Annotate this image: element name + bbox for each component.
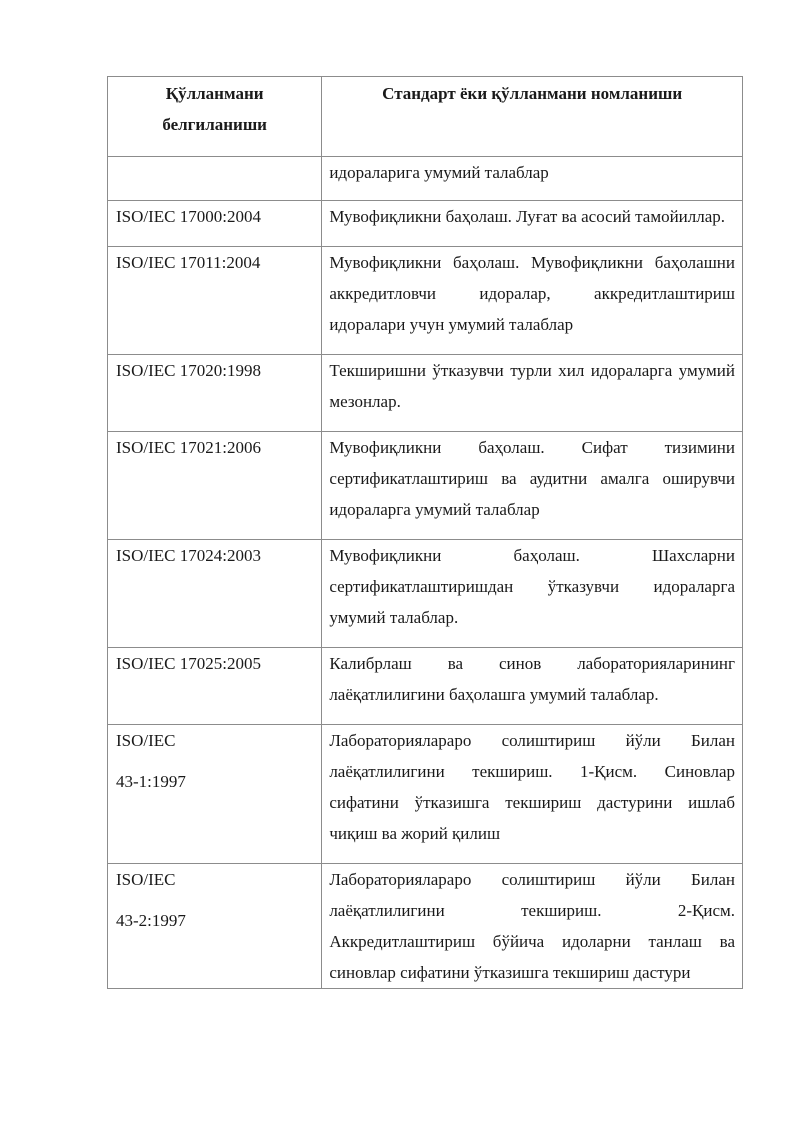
row-name: Мувофиқликни баҳолаш. Мувофиқликни баҳолашни аккредитловчи идоралар, аккредитлаштириш идоралари учун умумий талаблар: [322, 247, 743, 355]
row-code: ISO/IEC 17025:2005: [108, 648, 322, 725]
row-name: Калибрлаш ва синов лабораторияларининг лаёқатлилигини баҳолашга умумий талаблар.: [322, 648, 743, 725]
table-row: [108, 247, 743, 355]
table-row: [108, 355, 743, 432]
row-code-part: ISO/IEC: [116, 731, 176, 750]
table-row: [108, 864, 743, 989]
row-name: идораларига умумий талаблар: [322, 157, 743, 201]
table-row: [108, 725, 743, 864]
row-code-part: ISO/IEC: [116, 870, 176, 889]
row-code: ISO/IEC 17020:1998: [108, 355, 322, 432]
row-name: Лабораториялараро солиштириш йўли Билан лаёқатлилигини текшириш. 2-Қисм. Аккредитлаштириш бўйича идоларни танлаш ва синовлар сифатини ўтказишга текшириш дастури: [322, 864, 743, 989]
row-name: Текширишни ўтказувчи турли хил идораларга умумий мезонлар.: [322, 355, 743, 432]
table-header-row: [108, 77, 743, 157]
table-row: [108, 157, 743, 201]
row-name: Мувофиқликни баҳолаш. Сифат тизимини сертификатлаштириш ва аудитни амалга оширувчи идораларга умумий талаблар: [322, 432, 743, 540]
row-name: Мувофиқликни баҳолаш. Луғат ва асосий тамойиллар.: [322, 201, 743, 247]
row-code: ISO/IEC 17024:2003: [108, 540, 322, 648]
row-code: ISO/IEC 17021:2006: [108, 432, 322, 540]
row-code: ISO/IEC 17000:2004: [108, 201, 322, 247]
header-name: Стандарт ёки қўлланмани номланиши: [322, 77, 743, 157]
table-row: [108, 540, 743, 648]
row-name: Лабораториялараро солиштириш йўли Билан лаёқатлилигини текшириш. 1-Қисм. Синовлар сифатини ўтказишга текшириш дастурини ишлаб чиқиш ва жорий қилиш: [322, 725, 743, 864]
header-code: Қўлланмани белгиланиши: [108, 77, 322, 157]
row-code-part: 43-2:1997: [116, 911, 186, 930]
row-code-part: 43-1:1997: [116, 772, 186, 791]
row-code: [108, 157, 322, 201]
table-row: [108, 648, 743, 725]
row-code: ISO/IEC 17011:2004: [108, 247, 322, 355]
table-row: [108, 432, 743, 540]
row-name: Мувофиқликни баҳолаш. Шахсларни сертификатлаштиришдан ўтказувчи идораларга умумий талаблар.: [322, 540, 743, 648]
row-code: [108, 864, 322, 989]
table-row: [108, 201, 743, 247]
row-code: [108, 725, 322, 864]
standards-table: [107, 76, 743, 989]
